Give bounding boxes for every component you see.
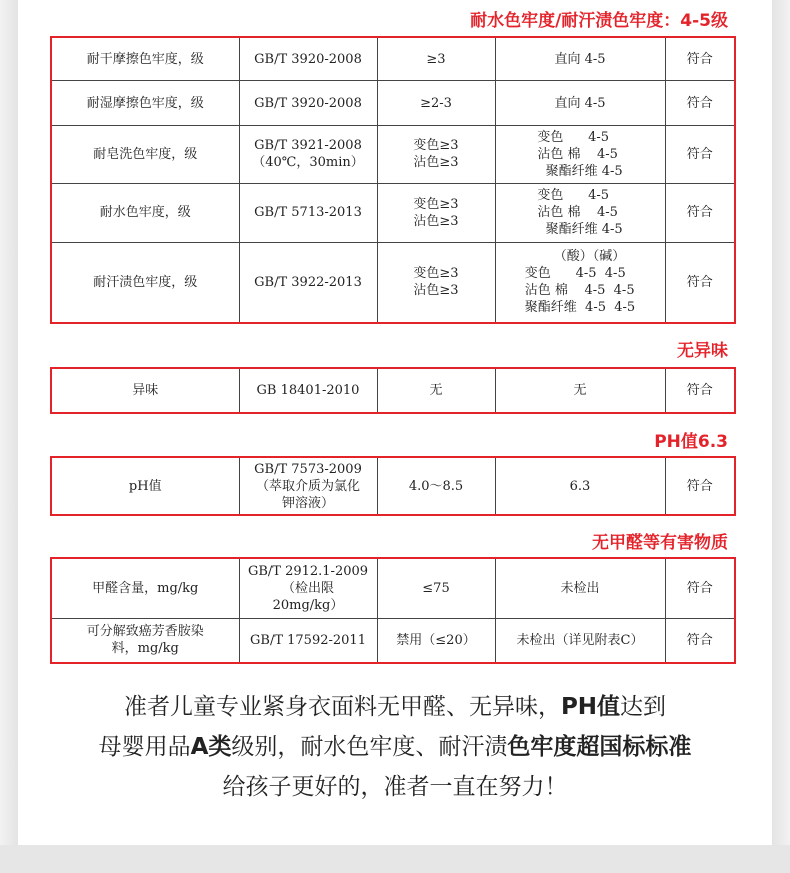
table-row bbox=[52, 618, 734, 662]
requirement-cell bbox=[377, 126, 495, 183]
verdict-cell: 符合 bbox=[665, 38, 734, 81]
ph-table-box bbox=[50, 456, 736, 516]
bottom-line-1-b: PH值 bbox=[560, 694, 621, 720]
item-cell: 耐湿摩擦色牢度，级 bbox=[52, 81, 239, 126]
item-cell bbox=[52, 559, 239, 618]
result-cell bbox=[495, 559, 665, 618]
item-cell: 耐汗渍色牢度，级 bbox=[52, 242, 239, 322]
standard-cell bbox=[239, 38, 377, 81]
cell-line: 变色 4-5 4-5 bbox=[524, 266, 626, 282]
table-row bbox=[52, 126, 734, 183]
requirement-cell bbox=[377, 369, 495, 412]
verdict-cell: 符合 bbox=[665, 81, 734, 126]
standard-cell bbox=[239, 559, 377, 618]
cell-line: 沾色 棉 4-5 bbox=[537, 205, 618, 221]
table-row bbox=[52, 81, 734, 126]
result-cell bbox=[495, 38, 665, 81]
cell-line: 变色≥3 bbox=[413, 196, 459, 212]
item-cell: 耐水色牢度，级 bbox=[52, 183, 239, 242]
verdict-cell: 符合 bbox=[665, 126, 734, 183]
standard-cell bbox=[239, 242, 377, 322]
cell-line: 4.0～8.5 bbox=[408, 478, 464, 494]
verdict-cell: 符合 bbox=[665, 618, 734, 662]
verdict-cell: 符合 bbox=[665, 559, 734, 618]
cell-line: 6.3 bbox=[569, 478, 591, 494]
cell-line: 可分解致癌芳香胺染 bbox=[86, 624, 204, 640]
bottom-line-2 bbox=[0, 728, 790, 766]
cell-line: 沾色≥3 bbox=[413, 213, 459, 229]
formaldehyde-title: 无甲醛等有害物质 bbox=[592, 533, 728, 553]
table-row bbox=[52, 183, 734, 242]
cell-line: （酸）（碱） bbox=[524, 249, 626, 265]
item-cell: pH值 bbox=[52, 458, 239, 514]
result-cell bbox=[495, 458, 665, 514]
cell-line: 无 bbox=[429, 383, 443, 398]
bottom-band bbox=[0, 845, 790, 873]
cell-line: （40℃，30min） bbox=[252, 155, 364, 171]
bottom-line-1-c: 达到 bbox=[620, 694, 667, 720]
cell-line: 聚酯纤维 4-5 4-5 bbox=[524, 300, 636, 316]
cell-line: 沾色 棉 4-5 4-5 bbox=[524, 283, 635, 299]
cell-line: 变色≥3 bbox=[413, 138, 459, 154]
standard-cell bbox=[239, 81, 377, 126]
cell-line: 直向 4-5 bbox=[554, 51, 606, 67]
cell-line: 聚酯纤维 4-5 bbox=[537, 163, 623, 179]
result-cell bbox=[495, 369, 665, 412]
requirement-cell bbox=[377, 81, 495, 126]
formaldehyde-table bbox=[52, 559, 734, 662]
cell-line: （萃取介质为氯化 bbox=[255, 478, 360, 494]
requirement-cell bbox=[377, 38, 495, 81]
ph-table bbox=[52, 458, 734, 514]
verdict-cell: 符合 bbox=[665, 458, 734, 514]
bottom-line-1-a: 准者儿童专业紧身衣面料无甲醛、无异味， bbox=[123, 694, 561, 720]
cell-line: 变色≥3 bbox=[413, 266, 459, 282]
cell-line: GB/T 3920-2008 bbox=[254, 51, 362, 67]
odor-table bbox=[52, 369, 734, 412]
requirement-cell bbox=[377, 458, 495, 514]
item-cell: 耐干摩擦色牢度，级 bbox=[52, 38, 239, 81]
result-cell bbox=[495, 81, 665, 126]
requirement-cell bbox=[377, 242, 495, 322]
standard-cell bbox=[239, 458, 377, 514]
verdict-cell: 符合 bbox=[665, 242, 734, 322]
table-row bbox=[52, 458, 734, 514]
cell-line: 沾色≥3 bbox=[413, 155, 459, 171]
verdict-cell: 符合 bbox=[665, 369, 734, 412]
item-cell: 耐皂洗色牢度，级 bbox=[52, 126, 239, 183]
cell-line: 钾溶液） bbox=[281, 495, 334, 511]
cell-line: GB/T 7573-2009 bbox=[254, 461, 362, 477]
cell-line: 无 bbox=[573, 383, 587, 398]
requirement-cell bbox=[377, 618, 495, 662]
colorfastness-title: 耐水色牢度/耐汗渍色牢度：4-5级 bbox=[470, 11, 728, 31]
cell-line: GB 18401-2010 bbox=[256, 383, 360, 398]
bottom-line-2-d: 色牢度超国标标准 bbox=[507, 734, 692, 760]
cell-line: 料，mg/kg bbox=[111, 641, 179, 657]
cell-line: 沾色 棉 4-5 bbox=[537, 146, 618, 162]
cell-line: ≥3 bbox=[426, 51, 446, 67]
result-cell bbox=[495, 242, 665, 322]
odor-table-box bbox=[50, 367, 736, 414]
cell-line: 未检出 bbox=[560, 580, 600, 596]
cell-line: ≥2-3 bbox=[420, 95, 452, 111]
cell-line: 变色 4-5 bbox=[537, 129, 610, 145]
cell-line: ≤75 bbox=[422, 580, 450, 596]
standard-cell bbox=[239, 369, 377, 412]
result-cell bbox=[495, 183, 665, 242]
item-cell: 异味 bbox=[52, 369, 239, 412]
table-row bbox=[52, 369, 734, 412]
cell-line: 变色 4-5 bbox=[537, 188, 610, 204]
cell-line: GB/T 17592-2011 bbox=[250, 632, 366, 648]
item-cell bbox=[52, 618, 239, 662]
standard-cell bbox=[239, 183, 377, 242]
cell-line: 直向 4-5 bbox=[554, 95, 606, 111]
formaldehyde-table-box bbox=[50, 557, 736, 664]
requirement-cell bbox=[377, 559, 495, 618]
standard-cell bbox=[239, 618, 377, 662]
cell-line: 聚酯纤维 4-5 bbox=[537, 222, 623, 238]
bottom-line-2-b: A类 bbox=[190, 734, 232, 760]
ph-title: PH值6.3 bbox=[654, 432, 728, 452]
cell-line: GB/T 3921-2008 bbox=[254, 138, 362, 154]
odor-title: 无异味 bbox=[677, 341, 728, 361]
cell-line: GB/T 5713-2013 bbox=[254, 205, 362, 221]
cell-line: 20mg/kg） bbox=[272, 597, 344, 613]
result-cell bbox=[495, 126, 665, 183]
bottom-line-1 bbox=[0, 688, 790, 726]
cell-line: GB/T 3922-2013 bbox=[254, 274, 362, 290]
colorfastness-table bbox=[52, 38, 734, 322]
cell-line: GB/T 2912.1-2009 bbox=[247, 563, 369, 579]
requirement-cell bbox=[377, 183, 495, 242]
bottom-line-3: 给孩子更好的，准者一直在努力！ bbox=[222, 774, 568, 800]
bottom-line-2-c: 级别，耐水色牢度、耐汗渍 bbox=[231, 734, 508, 760]
cell-line: GB/T 3920-2008 bbox=[254, 95, 362, 111]
cell-line: 禁用（≤20） bbox=[396, 632, 476, 648]
table-row bbox=[52, 559, 734, 618]
cell-line: 未检出（详见附表C） bbox=[516, 632, 644, 648]
cell-line: 甲醛含量，mg/kg bbox=[92, 580, 199, 596]
bottom-line-2-a: 母婴用品 bbox=[98, 734, 191, 760]
colorfastness-table-box bbox=[50, 36, 736, 324]
table-row bbox=[52, 38, 734, 81]
cell-line: 沾色≥3 bbox=[413, 283, 459, 299]
cell-line: （检出限 bbox=[281, 580, 334, 596]
result-cell bbox=[495, 618, 665, 662]
table-row bbox=[52, 242, 734, 322]
standard-cell bbox=[239, 126, 377, 183]
verdict-cell: 符合 bbox=[665, 183, 734, 242]
